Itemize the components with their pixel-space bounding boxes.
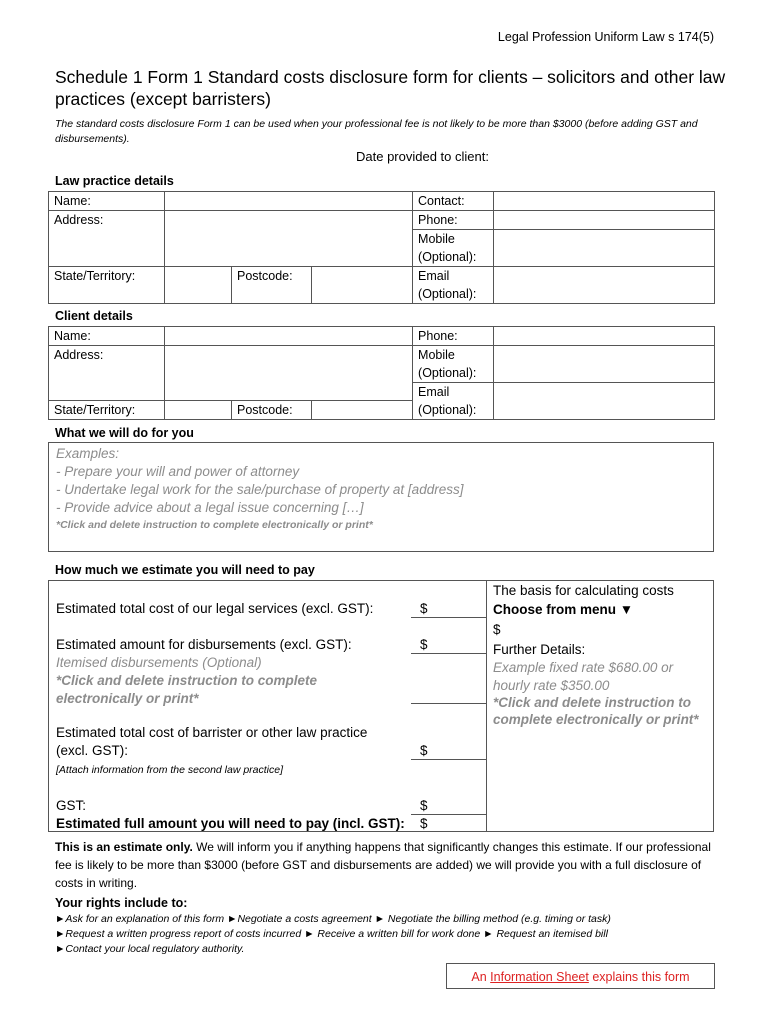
dollar-sign: $ bbox=[420, 816, 428, 831]
disbursements-label: Estimated amount for disbursements (excl. GST): bbox=[56, 637, 352, 652]
lp-contact-field[interactable] bbox=[494, 192, 715, 211]
client-name-label: Name: bbox=[49, 327, 165, 346]
costs-heading: How much we estimate you will need to pay bbox=[55, 563, 315, 577]
dollar-sign: $ bbox=[420, 743, 428, 758]
form-title: Schedule 1 Form 1 Standard costs disclosure form for clients – solicitors and other law practices (except barristers) bbox=[55, 67, 726, 109]
legal-services-label: Estimated total cost of our legal services (excl. GST): bbox=[56, 601, 374, 616]
lp-state-label: State/Territory: bbox=[49, 267, 165, 304]
lp-email-label: Email (Optional): bbox=[413, 267, 494, 304]
itemised-instruction: *Click and delete instruction to complete electronically or print* bbox=[56, 673, 318, 706]
lp-name-label: Name: bbox=[49, 192, 165, 211]
info-sheet-box bbox=[446, 963, 715, 989]
law-practice-heading: Law practice details bbox=[55, 174, 174, 188]
disbursements-field[interactable] bbox=[411, 653, 486, 654]
client-email-field[interactable] bbox=[494, 383, 715, 420]
client-phone-field[interactable] bbox=[494, 327, 715, 346]
info-sheet-link[interactable]: Information Sheet bbox=[490, 970, 589, 984]
basis-dollar: $ bbox=[493, 622, 501, 637]
lp-address-label: Address: bbox=[49, 211, 165, 267]
further-details-label: Further Details: bbox=[493, 642, 586, 657]
itemised-field[interactable] bbox=[411, 703, 486, 704]
attach-note: [Attach information from the second law practice] bbox=[56, 764, 284, 776]
estimate-note-text: We will inform you if anything happens that significantly changes this estimate. If our professional fee is likely to be more than $3000 (before GST and disbursements are added) we will provide you with a full disclosure of costs in writing. bbox=[55, 840, 711, 890]
basis-label: The basis for calculating costs bbox=[493, 583, 674, 598]
lp-phone-label: Phone: bbox=[413, 211, 494, 230]
lp-phone-field[interactable] bbox=[494, 211, 715, 230]
lp-name-field[interactable] bbox=[165, 192, 413, 211]
costs-box bbox=[48, 580, 714, 832]
client-postcode-label: Postcode: bbox=[232, 401, 312, 420]
rights-line: ►Contact your local regulatory authority. bbox=[55, 943, 245, 955]
client-table bbox=[48, 326, 715, 420]
intro-text: The standard costs disclosure Form 1 can be used when your professional fee is not likely to be more than $3000 (before adding GST and disbursements). bbox=[55, 118, 698, 145]
instruction-text: *Click and delete instruction to complete electronically or print* bbox=[56, 519, 373, 531]
dollar-sign: $ bbox=[420, 637, 428, 652]
rights-section bbox=[55, 896, 735, 957]
client-mobile-label: Mobile (Optional): bbox=[413, 346, 494, 383]
lp-contact-label: Contact: bbox=[413, 192, 494, 211]
client-address-label: Address: bbox=[49, 346, 165, 401]
info-sheet-post: explains this form bbox=[588, 970, 690, 984]
barrister-label-excl: (excl. GST): bbox=[56, 743, 129, 758]
example-item: - Undertake legal work for the sale/purchase of property at [address] bbox=[56, 482, 464, 497]
estimate-note-bold: This is an estimate only. bbox=[55, 840, 193, 854]
column-divider bbox=[486, 581, 487, 831]
page-header: Legal Profession Uniform Law s 174(5) bbox=[497, 30, 714, 44]
date-provided-label: Date provided to client: bbox=[356, 149, 489, 164]
itemised-label: Itemised disbursements (Optional) bbox=[56, 655, 262, 670]
info-sheet-pre: An bbox=[471, 970, 491, 984]
barrister-field[interactable] bbox=[411, 759, 486, 760]
legal-services-field[interactable] bbox=[411, 617, 486, 618]
estimate-note bbox=[55, 838, 715, 892]
lp-state-field[interactable] bbox=[165, 267, 232, 304]
example-rate: Example fixed rate $680.00 or bbox=[493, 660, 674, 675]
client-state-label: State/Territory: bbox=[49, 401, 165, 420]
gst-label: GST: bbox=[56, 798, 87, 813]
lp-mobile-field[interactable] bbox=[494, 230, 715, 267]
client-postcode-field[interactable] bbox=[312, 401, 413, 420]
examples-label: Examples: bbox=[56, 446, 120, 461]
client-email-label: Email (Optional): bbox=[413, 383, 494, 420]
rights-heading: Your rights include to: bbox=[55, 896, 188, 910]
basis-dropdown[interactable]: Choose from menu ▼ bbox=[493, 602, 634, 617]
lp-postcode-label: Postcode: bbox=[232, 267, 312, 304]
full-amount-label: Estimated full amount you will need to pay (incl. GST): bbox=[56, 816, 405, 831]
law-practice-table bbox=[48, 191, 715, 304]
lp-postcode-field[interactable] bbox=[312, 267, 413, 304]
client-phone-label: Phone: bbox=[413, 327, 494, 346]
client-address-field[interactable] bbox=[165, 346, 413, 401]
client-state-field[interactable] bbox=[165, 401, 232, 420]
client-mobile-field[interactable] bbox=[494, 346, 715, 383]
rights-line: ►Request a written progress report of costs incurred ► Receive a written bill for work done ► Request an itemised bill bbox=[55, 928, 608, 940]
rights-line: ►Ask for an explanation of this form ►Negotiate a costs agreement ► Negotiate the billing method (e.g. timing or task) bbox=[55, 913, 611, 925]
example-item: - Provide advice about a legal issue concerning […] bbox=[56, 500, 364, 515]
what-we-do-field[interactable] bbox=[48, 442, 714, 552]
lp-address-field[interactable] bbox=[165, 211, 413, 267]
client-heading: Client details bbox=[55, 309, 133, 323]
client-name-field[interactable] bbox=[165, 327, 413, 346]
lp-mobile-label: Mobile (Optional): bbox=[413, 230, 494, 267]
example-rate: hourly rate $350.00 bbox=[493, 678, 610, 693]
dollar-sign: $ bbox=[420, 798, 428, 813]
example-item: - Prepare your will and power of attorney bbox=[56, 464, 300, 479]
what-we-do-heading: What we will do for you bbox=[55, 426, 194, 440]
basis-instruction: *Click and delete instruction to complete electronically or print* bbox=[493, 695, 699, 727]
dollar-sign: $ bbox=[420, 601, 428, 616]
lp-email-field[interactable] bbox=[494, 267, 715, 304]
barrister-label: Estimated total cost of barrister or other law practice bbox=[56, 725, 368, 740]
